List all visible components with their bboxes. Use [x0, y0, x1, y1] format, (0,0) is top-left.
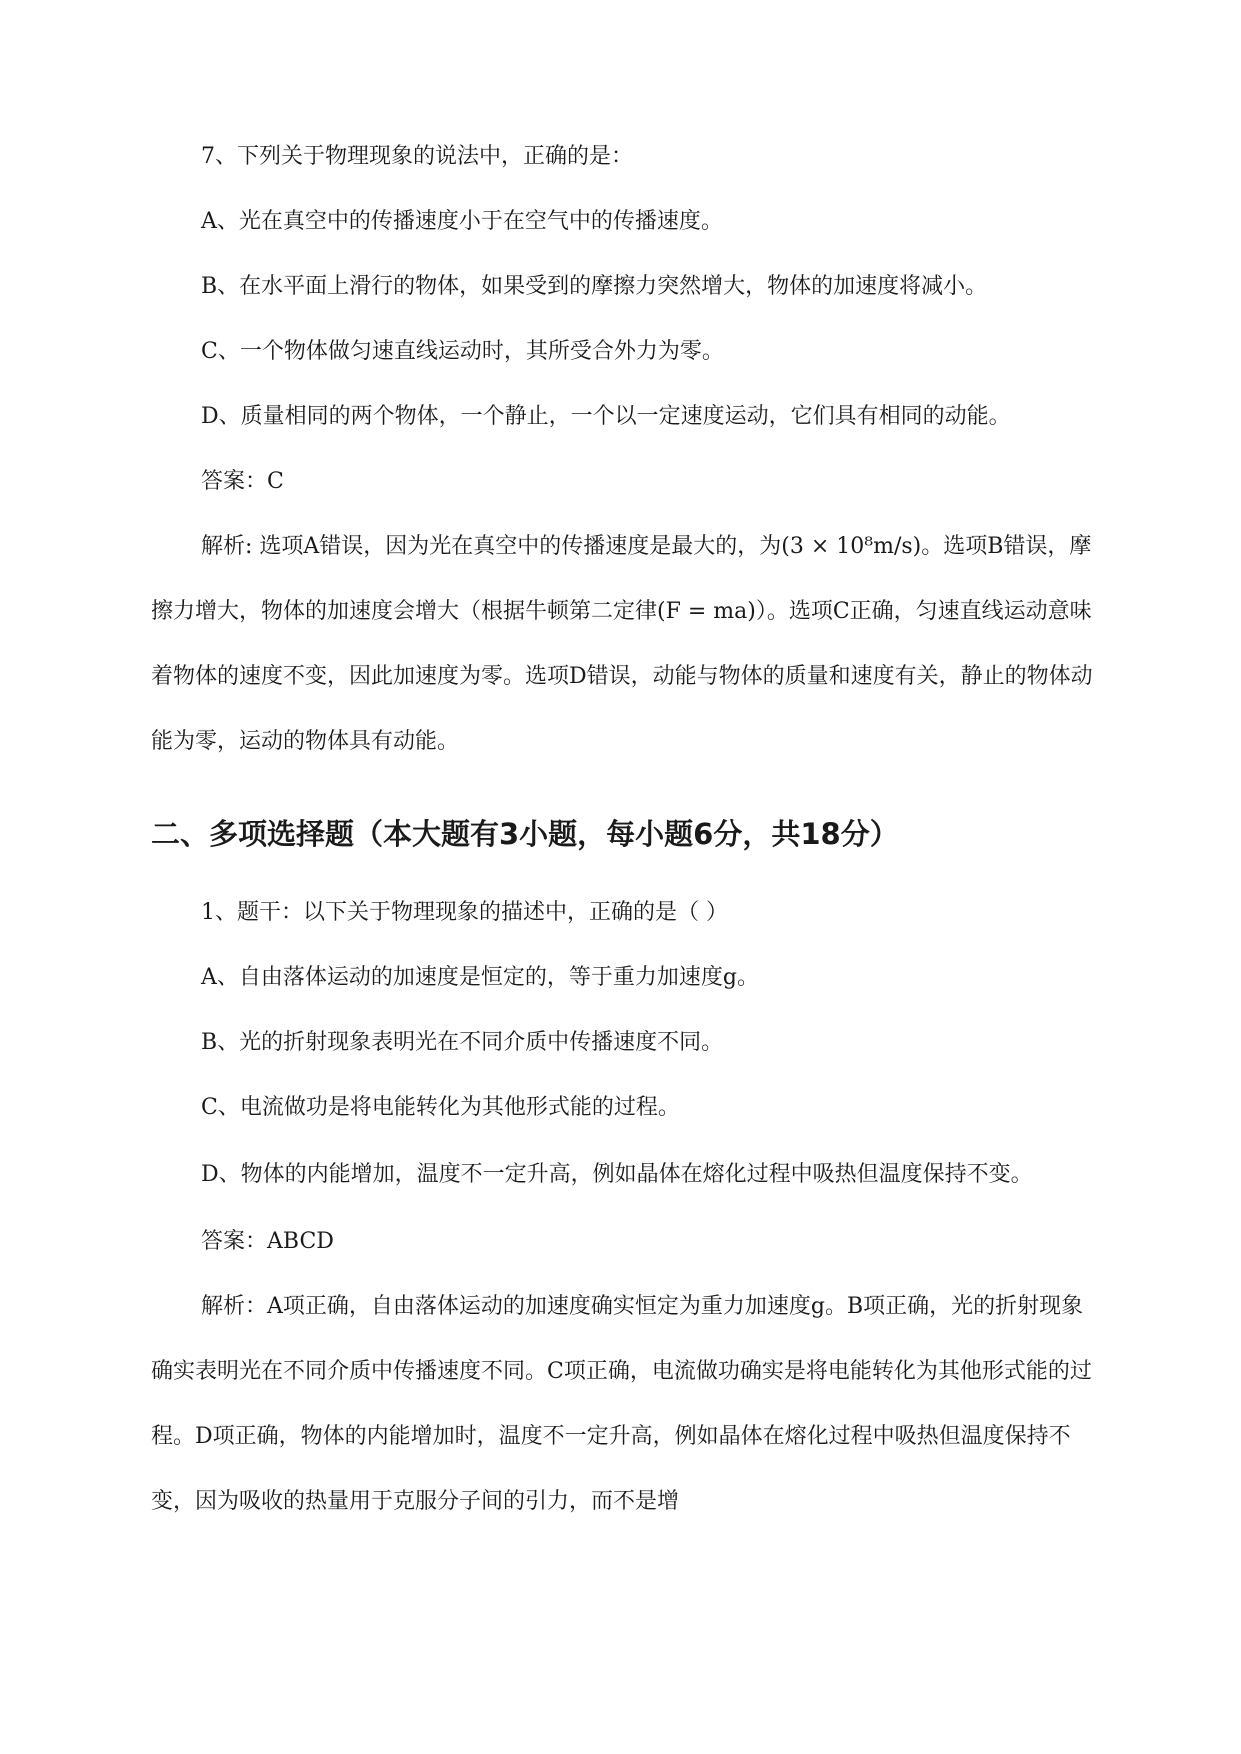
multi-question-1-option-b: B、光的折射现象表明光在不同介质中传播速度不同。	[201, 1030, 724, 1055]
question-7-option-a: A、光在真空中的传播速度小于在空气中的传播速度。	[201, 209, 723, 234]
multi-question-1-option-a: A、自由落体运动的加速度是恒定的，等于重力加速度g。	[201, 965, 759, 990]
question-7-analysis: 解析: 选项A错误，因为光在真空中的传播速度是最大的，为(3 × 10⁸m/s)。选项B错误，摩擦力增大，物体的加速度会增大（根据牛顿第二定律(F = ma)）。选项C正确，匀速直线运动意味着物体的速度不变，因此加速度为零。选项D错误，动能与物体的质量和速度有关，静止的物体动能为零，运动的物体具有动能。	[151, 534, 1093, 754]
question-7-stem: 7、下列关于物理现象的说法中，正确的是：	[201, 144, 633, 169]
multi-question-1-stem: 1、题干：以下关于物理现象的描述中，正确的是（ ）	[201, 900, 728, 925]
multi-question-1-answer: 答案：ABCD	[201, 1229, 334, 1254]
multi-question-1-analysis: 解析：A项正确，自由落体运动的加速度确实恒定为重力加速度g。B项正确，光的折射现象确实表明光在不同介质中传播速度不同。C项正确，电流做功确实是将电能转化为其他形式能的过程。D项正确，物体的内能增加时，温度不一定升高，例如晶体在熔化过程中吸热但温度保持不变，因为吸收的热量用于克服分子间的引力，而不是增	[151, 1294, 1092, 1514]
document-page	[151, 140, 1101, 1534]
question-7-option-b: B、在水平面上滑行的物体，如果受到的摩擦力突然增大，物体的加速度将减小。	[201, 274, 988, 299]
question-7-answer: 答案：C	[201, 469, 284, 494]
section-heading-multiple-choice: 二、多项选择题（本大题有3小题，每小题6分，共18分）	[151, 817, 899, 851]
multi-question-1-option-c: C、电流做功是将电能转化为其他形式能的过程。	[201, 1095, 680, 1120]
question-7-option-c: C、一个物体做匀速直线运动时，其所受合外力为零。	[201, 339, 724, 364]
question-7-option-d: D、质量相同的两个物体，一个静止，一个以一定速度运动，它们具有相同的动能。	[201, 404, 1011, 429]
multi-question-1-option-d: D、物体的内能增加，温度不一定升高，例如晶体在熔化过程中吸热但温度保持不变。	[201, 1162, 1033, 1187]
